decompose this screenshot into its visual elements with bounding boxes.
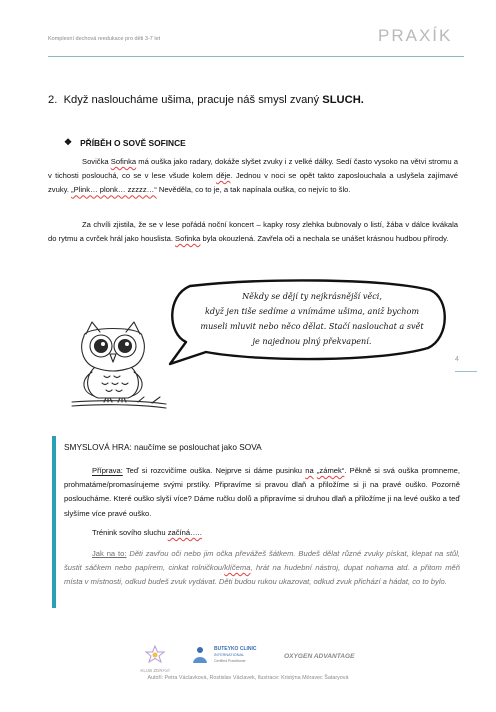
logo-oxygen-advantage: OXYGEN ADVANTAGE <box>284 653 355 660</box>
diamond-bullet-icon: ❖ <box>64 137 73 147</box>
spell-underlined-quote: „Plink… plonk… zzzzz…“ <box>71 185 157 195</box>
logo-buteyko-clinic: BUTEYKO CLINIC INTERNATIONAL Certified Practitioner <box>190 646 257 664</box>
page-number: 4 <box>455 356 459 363</box>
story-paragraph-2: Za chvíli zjistila, že se v lese pořádá noční koncert – kapky rosy zlehka bubnovaly o listí, žába v dálce kvákala do rytmu a cvrček hrál jako houslista. Sofinka byla okouzlená. Zavřela oči a nechala se unášet krásnou hudbou přírody. <box>48 220 458 244</box>
header-divider <box>48 56 464 57</box>
section-heading-text: Když nasloucháme ušima, pracuje náš smysl zvaný <box>63 94 323 106</box>
bubble-text: Někdy se dějí ty nejkrásnější věci, když jen tiše sedíme a vnímáme ušima, aniž bychom museli mluvit nebo něco dělat. Stačí naslouchat a svět je najednou plný překvapení. <box>200 291 424 346</box>
page-number-divider <box>455 371 477 372</box>
footer-authors: Autoři: Petra Václavková, Rostislav Václavek, Ilustrace: Kristýna Móravec Šataryová <box>147 675 349 681</box>
story-title <box>64 137 186 148</box>
owl-illustration <box>68 320 168 410</box>
brand-logo-text: PRAXÍK <box>378 26 453 45</box>
spell-underlined-word: děje <box>216 171 231 181</box>
how-to-paragraph: Jak na to: Děti zavřou oči nebo jim očka převážeš šátkem. Budeš dělat různé zvuky pískat, klepat na stůl, šustit sáčkem nebo papírem, cinkat rolničkou/klíčema, hrát na hudební nástroj, dupat nohama atd. a přitom měň místa v místnosti, odkud budeš zvuk vydávat. Děti budou rukou ukazovat, odkud zvuk přichází a hádat, co to bylo. <box>64 549 460 587</box>
spell-underlined-word: Sofinka <box>175 234 201 244</box>
section-number: 2. <box>48 94 58 106</box>
section-heading-bold: SLUCH. <box>322 94 364 106</box>
how-to-label: Jak na to: <box>92 549 127 558</box>
spell-underlined-word: Sofinka <box>110 157 137 166</box>
training-line: Trénink sovího sluchu začíná….. <box>92 528 202 537</box>
header-subtitle: Komplexní dechová reedukace pro děti 3-7 let <box>48 36 161 42</box>
star-logo-icon <box>144 645 166 663</box>
game-accent-bar <box>52 436 56 608</box>
game-preparation: Příprava: Teď si rozcvičíme ouška. Nejprve si dáme pusinku na „zámek“. Pěkně si svá ouška promneme, prohmatáme/promasírujeme svými prstíky. Připravíme si pravou dlaň a přiložíme si ji na pravé ouško. Pozorně posloucháme. Které ouško slyší více? Dáme ručku dolů a připravíme si druhou dlaň a přiložíme ji na levé ouško a teď slyšíme více pravé ouško. <box>64 466 460 518</box>
logo-klub-zdravi: KLUB ZDRAVÍ <box>130 645 180 673</box>
game-title: SMYSLOVÁ HRA: naučíme se poslouchat jako SOVA <box>64 442 262 452</box>
story-paragraph-1: Sovička Sofinka má ouška jako radary, dokáže slyšet zvuky i z velké dálky. Sedí často vysoko na větvi stromu a v tichosti poslouchá, co se v lese všude kolem děje. Jednou v noci se opět takto zaposlouchala a uslyšela zajímavé zvuky. „Plink… plonk… zzzzz…“ Nevěděla, co to je, a tak napínala ouška, co nejvíc to šlo. <box>48 157 458 195</box>
story-title-text: PŘÍBĚH O SOVĚ SOFINCE <box>80 137 186 148</box>
section-heading <box>48 94 364 106</box>
preparation-label: Příprava: <box>92 466 123 475</box>
buteyko-person-icon <box>190 646 210 664</box>
